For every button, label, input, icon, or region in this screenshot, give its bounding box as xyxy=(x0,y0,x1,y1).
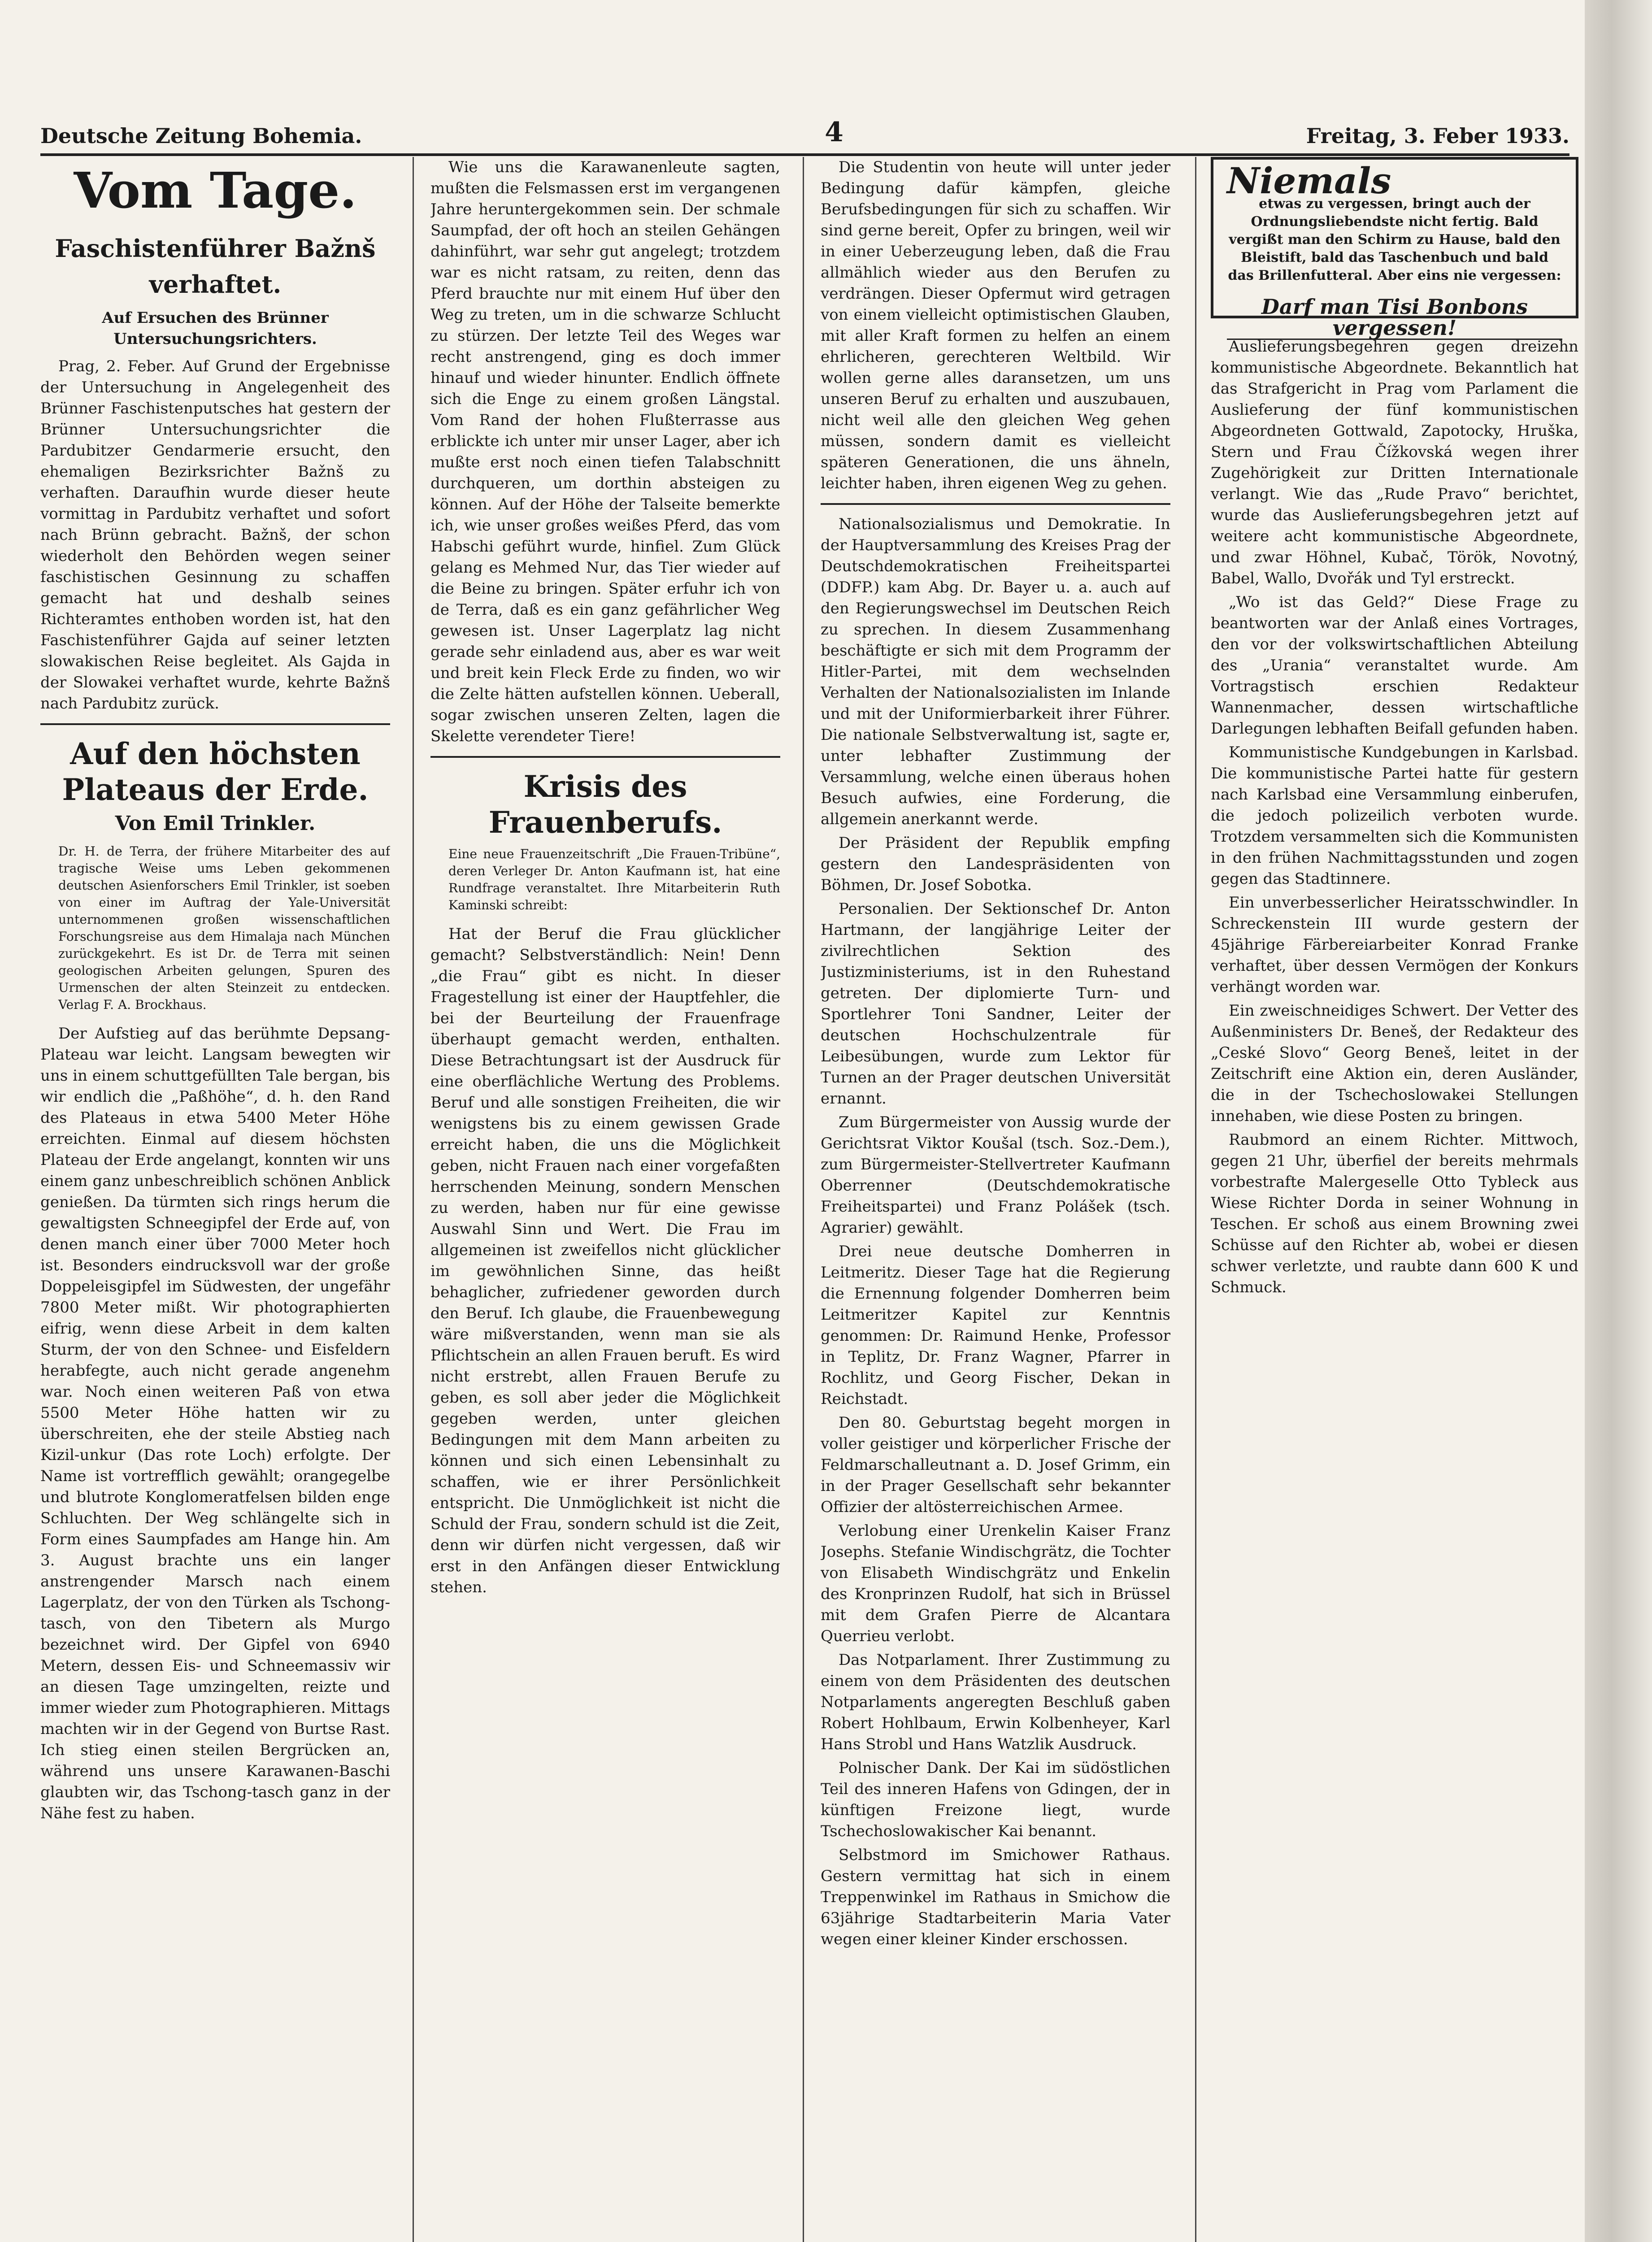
news-item: Raubmord an einem Richter. Mittwoch, gegen 21 Uhr, überfiel der bereits mehrmals vorbestrafte Malergeselle Otto Tybleck aus Wiese Richter Dorda in seiner Wohnung in Teschen. Er schoß aus einem Browning zwei Schüsse auf den Richter ab, wobei er diesen schwer verletzte, und raubte dann 600 K und Schmuck. xyxy=(1211,1131,1578,1296)
news-item: Ein zweischneidiges Schwert. Der Vetter des Außenministers Dr. Beneš, der Redakteur des „Ceské Slovo“ Georg Beneš, leitet in der Zeitschrift eine Aktion ein, deren Ausländer, die in der Tschechoslowakei Stellungen innehaben, wie diese Posten zu bringen. xyxy=(1211,1002,1578,1125)
column-2 xyxy=(430,157,780,2242)
divider xyxy=(40,723,390,725)
news-item: Auslieferungsbegehren gegen dreizehn kommunistische Abgeordnete. Bekanntlich hat das Strafgericht in Prag vom Parlament die Auslieferung der fünf kommunistischen Abgeordneten Gottwald, Zapotocky, Hruška, Stern und Frau Čížkovská wegen ihrer Zugehörigkeit zur Dritten Internationale verlangt. Wie das „Rude Pravo“ berichtet, wurde das Auslieferungsbegehren jetzt auf weitere acht kommunistische Abgeordnete, und zwar Höhnel, Kubač, Török, Novotný, Babel, Wallo, Dvořák und Tyl erstreckt. xyxy=(1211,338,1578,587)
ad-title: Niemals xyxy=(1227,160,1391,202)
ad-slogan: Darf man Tisi Bonbons vergessen! xyxy=(1227,296,1562,340)
page-header xyxy=(40,112,1569,156)
byline: Von Emil Trinkler. xyxy=(115,812,316,835)
advertisement xyxy=(1211,157,1578,340)
news-item: Polnischer Dank. Der Kai im südöstlichen Teil des inneren Hafens von Gdingen, der in künftigen Freizone liegt, wurde Tschechoslowakischer Kai benannt. xyxy=(821,1759,1170,1840)
column-rule xyxy=(803,157,804,2242)
news-item: Ein unverbesserlicher Heiratsschwindler. In Schreckenstein III wurde gestern der 45jährige Färbereiarbeiter Konrad Franke verhaftet, über dessen Vermögen der Konkurs verhängt worden war. xyxy=(1211,894,1578,996)
editor-note: Dr. H. de Terra, der frühere Mitarbeiter des auf tragische Weise ums Leben gekommenen deutschen Asienforschers Emil Trinkler, ist soeben von einer im Auftrag der Yale-Universität unternommenen großen wissenschaftlichen Forschungsreise aus dem Himalaja nach München zurückgekehrt. Es ist Dr. de Terra mit seinen geologischen Arbeiten gelungen, Spuren des Urmenschen der alten Steinzeit zu entdecken. Verlag F. A. Brockhaus. xyxy=(58,844,390,1012)
news-item: Nationalsozialismus und Demokratie. In der Hauptversammlung des Kreises Prag der Deutschdemokratischen Freiheitspartei (DDFP.) kam Abg. Dr. Bayer u. a. auch auf den Regierungswechsel im Deutschen Reich zu sprechen. In diesem Zusammenhang beschäftigte er sich mit dem Programm der Hitler-Partei, mit dem wechselnden Verhalten der Nationalsozialisten im Inlande und mit der Uniformierbarkeit ihrer Führer. Die nationale Selbstverwaltung ist, sagte er, unter lebhafter Zustimmung der Versammlung, welche einen überaus hohen Besuch aufwies, eine Forderung, die allgemein anerkannt werde. xyxy=(821,515,1170,828)
article-body: Der Aufstieg auf das berühmte Depsang-Plateau war leicht. Langsam bewegten wir uns in einem schuttgefüllten Tale bergan, bis wir endlich die „Paßhöhe“, d. h. den Rand des Plateaus in etwa 5400 Meter Höhe erreichten. Einmal auf diesem höchsten Plateau der Erde angelangt, konnten wir uns einem ganz unbeschreiblich schönen Anblick genießen. Da türmten sich rings herum die gewaltigsten Schneegipfel der Erde auf, von denen manch einer über 7000 Meter hoch ist. Besonders eindrucksvoll war der große Doppeleisgipfel im Südwesten, der ungefähr 7800 Meter mißt. Wir photographierten eifrig, wenn diese Arbeit in dem kalten Sturm, der von den Schnee- und Eisfeldern herabfegte, auch nicht gerade angenehm war. Noch einen weiteren Paß von etwa 5500 Meter Höhe hatten wir zu überschreiten, ehe der steile Abstieg nach Kizil-unkur (Das rote Loch) erfolgte. Der Name ist vortrefflich gewählt; orangegelbe und blutrote Konglomeratfelsen bilden enge Schluchten. Der Weg schlängelte sich in Form eines Saumpfades am Hange hin. Am 3. August brachte uns ein langer anstrengender Marsch nach einem Lagerplatz, der von den Türken als Tschong-tasch, von den Tibetern als Murgo bezeichnet wird. Der Gipfel von 6940 Metern, dessen Eis- und Schneemassiv wir an diesen Tage umzingelten, reizte und immer wieder zum Photographieren. Mittags machten wir in der Gegend von Burtse Rast. Ich stieg einen steilen Bergrücken an, während uns unsere Karawanen-Baschi glaubten wir, das Tschong-tasch ganz in der Nähe fest zu haben. xyxy=(40,1025,390,1822)
news-item: Drei neue deutsche Domherren in Leitmeritz. Dieser Tage hat die Regierung die Ernennung folgender Domherren beim Leitmeritzer Kapitel zur Kenntnis genommen: Dr. Raimund Henke, Professor in Teplitz, Dr. Franz Wagner, Pfarrer in Rochlitz, und Georg Fischer, Dekan in Reichstadt. xyxy=(821,1243,1170,1408)
divider xyxy=(821,503,1170,505)
news-item: Zum Bürgermeister von Aussig wurde der Gerichtsrat Viktor Koušal (tsch. Soz.-Dem.), zum Bürgermeister-Stellvertreter Kaufmann Oberrenner (Deutschdemokratische Freiheitspartei) und Franz Polášek (tsch. Agrarier) gewählt. xyxy=(821,1113,1170,1237)
news-item: Verlobung einer Urenkelin Kaiser Franz Josephs. Stefanie Windischgrätz, die Tochter von Elisabeth Windischgrätz und Enkelin des Kronprinzen Rudolf, hat sich in Brüssel mit dem Grafen Pierre de Alcantara Querrieu verlobt. xyxy=(821,1522,1170,1645)
column-4 xyxy=(1211,157,1578,2242)
ad-text: etwas zu vergessen, bringt auch der Ordnungsliebendste nicht fertig. Bald vergißt man den Schirm zu Hause, bald den Bleistift, bald das Taschenbuch und bald das Brillenfutteral. Aber eins nie vergessen: xyxy=(1228,196,1561,283)
article-body: Die Studentin von heute will unter jeder Bedingung dafür kämpfen, gleiche Berufsbedingungen für sich zu schaffen. Wir sind gerne bereit, Opfer zu bringen, weil wir in einer Ueberzeugung leben, daß die Frau allmählich wieder aus den Berufen zu verdrängen. Dieser Opfermut wird getragen von einem vielleicht optimistischen Glauben, mit aller Kraft formen zu helfen an einem ehrlicheren, gerechteren Weltbild. Wir wollen gerne alles daransetzen, um uns unseren Beruf zu erhalten und auszubauen, nicht weil alle den gleichen Weg gehen müssen, sondern damit es vielleicht späteren Generationen, die uns ähneln, leichter haben, ihren eigenen Weg zu gehen. xyxy=(821,158,1170,492)
news-item: Den 80. Geburtstag begeht morgen in voller geistiger und körperlicher Frische der Feldmarschalleutnant a. D. Josef Grimm, ein in der Prager Gesellschaft sehr bekannter Offizier der altösterreichischen Armee. xyxy=(821,1414,1170,1516)
divider xyxy=(430,756,780,758)
article-headline: Faschistenführer Bažnš verhaftet. xyxy=(55,234,376,299)
news-item: Der Präsident der Republik empfing gestern den Landespräsidenten von Böhmen, Dr. Josef Sobotka. xyxy=(821,834,1170,894)
news-item: Kommunistische Kundgebungen in Karlsbad. Die kommunistische Partei hatte für gestern nach Karlsbad eine Versammlung einberufen, die jedoch polizeilich verboten wurde. Trotzdem versammelten sich die Kommunisten in den frühen Nachmittagsstunden und zogen gegen das Stadtinnere. xyxy=(1211,743,1578,888)
news-item: „Wo ist das Geld?“ Diese Frage zu beantworten war der Anlaß eines Vortrages, den vor der volkswirtschaftlichen Abteilung des „Urania“ veranstaltet wurde. Am Vortragstisch erschien Redakteur Wannenmacher, dessen wirtschaftliche Darlegungen lebhaften Beifall gefunden haben. xyxy=(1211,593,1578,738)
article-subheadline: Auf Ersuchen des Brünner Untersuchungsrichters. xyxy=(102,309,329,348)
issue-date: Freitag, 3. Feber 1933. xyxy=(1306,124,1569,148)
paper-name: Deutsche Zeitung Bohemia. xyxy=(40,124,362,148)
article-headline: Krisis des Frauenberufs. xyxy=(488,769,722,840)
editor-note: Eine neue Frauenzeitschrift „Die Frauen-Tribüne“, deren Verleger Dr. Anton Kaufmann ist, hat eine Rundfrage veranstaltet. Ihre Mitarbeiterin Ruth Kaminski schreibt: xyxy=(448,847,780,912)
column-1 xyxy=(40,157,390,2242)
article-body: Wie uns die Karawanenleute sagten, mußten die Felsmassen erst im vergangenen Jahre heruntergekommen sein. Der schmale Saumpfad, der oft hoch an steilen Gehängen dahinführt, war sehr gut angelegt; trotzdem war es nicht ratsam, zu reiten, denn das Pferd brauchte nur mit einem Huf über den Weg zu treten, um in die schwarze Schlucht zu stürzen. Der letzte Teil des Weges war recht anstrengend, ging es doch immer hinauf und wieder hinunter. Endlich öffnete sich die Enge zu einem großen Längstal. Vom Rand der hohen Flußterrasse aus erblickte ich unter mir unser Lager, aber ich mußte erst noch einen tiefen Talabschnitt durchqueren, um dorthin absteigen zu können. Auf der Höhe der Talseite bemerkte ich, wie unser großes weißes Pferd, das vom Habschi geführt wurde, hinfiel. Zum Glück gelang es Mehmed Nur, das Tier wieder auf die Beine zu bringen. Später erfuhr ich von de Terra, daß es ein ganz gefährlicher Weg gewesen ist. Unser Lagerplatz lag nicht gerade sehr einladend aus, aber es war weit und breit kein Fleck Erde zu finden, wo wir die Zelte hätten aufstellen können. Ueberall, sogar zwischen unseren Zelten, lagen die Skelette verendeter Tiere! xyxy=(430,158,780,745)
news-item: Selbstmord im Smichower Rathaus. Gestern vermittag hat sich in einem Treppenwinkel im Rathaus in Smichow die 63jährige Stadtarbeiterin Maria Vater wegen einer kleiner Kinder erschossen. xyxy=(821,1846,1170,1948)
column-3 xyxy=(821,157,1170,2242)
column-rule xyxy=(413,157,414,2242)
section-title: Vom Tage. xyxy=(74,161,357,219)
column-rule xyxy=(1195,157,1196,2242)
article-body: Prag, 2. Feber. Auf Grund der Ergebnisse der Untersuchung in Angelegenheit des Brünner Faschistenputsches hat gestern der Brünner Untersuchungsrichter die Pardubitzer Gendarmerie ersucht, den ehemaligen Bezirksrichter Bažnš zu verhaften. Daraufhin wurde dieser heute vormittag in Pardubitz verhaftet und sofort nach Brünn gebracht. Bažnš, der schon wiederholt den Behörden wegen seiner faschistischen Gesinnung zu schaffen gemacht hat und deshalb seines Richteramtes enthoben worden ist, hat den Faschistenführer Gajda auf seiner letzten slowakischen Reise begleitet. Als Gajda in der Slowakei verhaftet wurde, kehrte Bažnš nach Pardubitz zurück. xyxy=(40,357,390,713)
article-body: Hat der Beruf die Frau glücklicher gemacht? Selbstverständlich: Nein! Denn „die Frau“ gibt es nicht. In dieser Fragestellung ist einer der Hauptfehler, die bei der Beurteilung der Frauenfrage überhaupt gemacht werden, enthalten. Diese Betrachtungsart ist der Ausdruck für eine oberflächliche Wertung des Problems. Beruf und alle sonstigen Freiheiten, die wir wenigstens bis zu einem gewissen Grade erreicht haben, die uns die Möglichkeit geben, nicht Frauen nach einer vorgefaßten herrschenden Meinung, sondern Menschen zu werden, haben nur für eine gewisse Auswahl Sinn und Wert. Die Frau im allgemeinen ist zweifellos nicht glücklicher im gewöhnlichen Sinne, das heißt behaglicher, zufriedener geworden durch den Beruf. Ich glaube, die Frauenbewegung wäre mißverstanden, wenn man sie als Pflichtschein an allen Frauen beruft. Es wird nicht erstrebt, allen Frauen Berufe zu geben, es soll aber jeder die Möglichkeit gegeben werden, unter gleichen Bedingungen mit dem Mann arbeiten zu können und sich einen Lebensinhalt zu schaffen, wie er ihrer Persönlichkeit entspricht. Die Unmöglichkeit ist nicht die Schuld der Frau, sondern schuld ist die Zeit, denn wir dürfen nicht vergessen, daß wir erst in den Anfängen dieser Entwicklung stehen. xyxy=(430,925,780,1596)
page-number: 4 xyxy=(825,117,843,148)
news-item: Das Notparlament. Ihrer Zustimmung zu einem von dem Präsidenten des deutschen Notparlaments angeregten Beschluß gaben Robert Hohlbaum, Erwin Kolbenheyer, Karl Hans Strobl und Hans Watzlik Ausdruck. xyxy=(821,1651,1170,1753)
article-headline: Auf den höchsten Plateaus der Erde. xyxy=(62,736,369,807)
scan-edge xyxy=(1585,0,1652,2242)
news-item: Personalien. Der Sektionschef Dr. Anton Hartmann, der langjährige Leiter der zivilrechtlichen Sektion des Justizministeriums, ist in den Ruhestand getreten. Der diplomierte Turn- und Sportlehrer Toni Sandner, Leiter der deutschen Hochschulzentrale für Leibesübungen, wurde zum Lektor für Turnen an der Prager deutschen Universität ernannt. xyxy=(821,900,1170,1108)
